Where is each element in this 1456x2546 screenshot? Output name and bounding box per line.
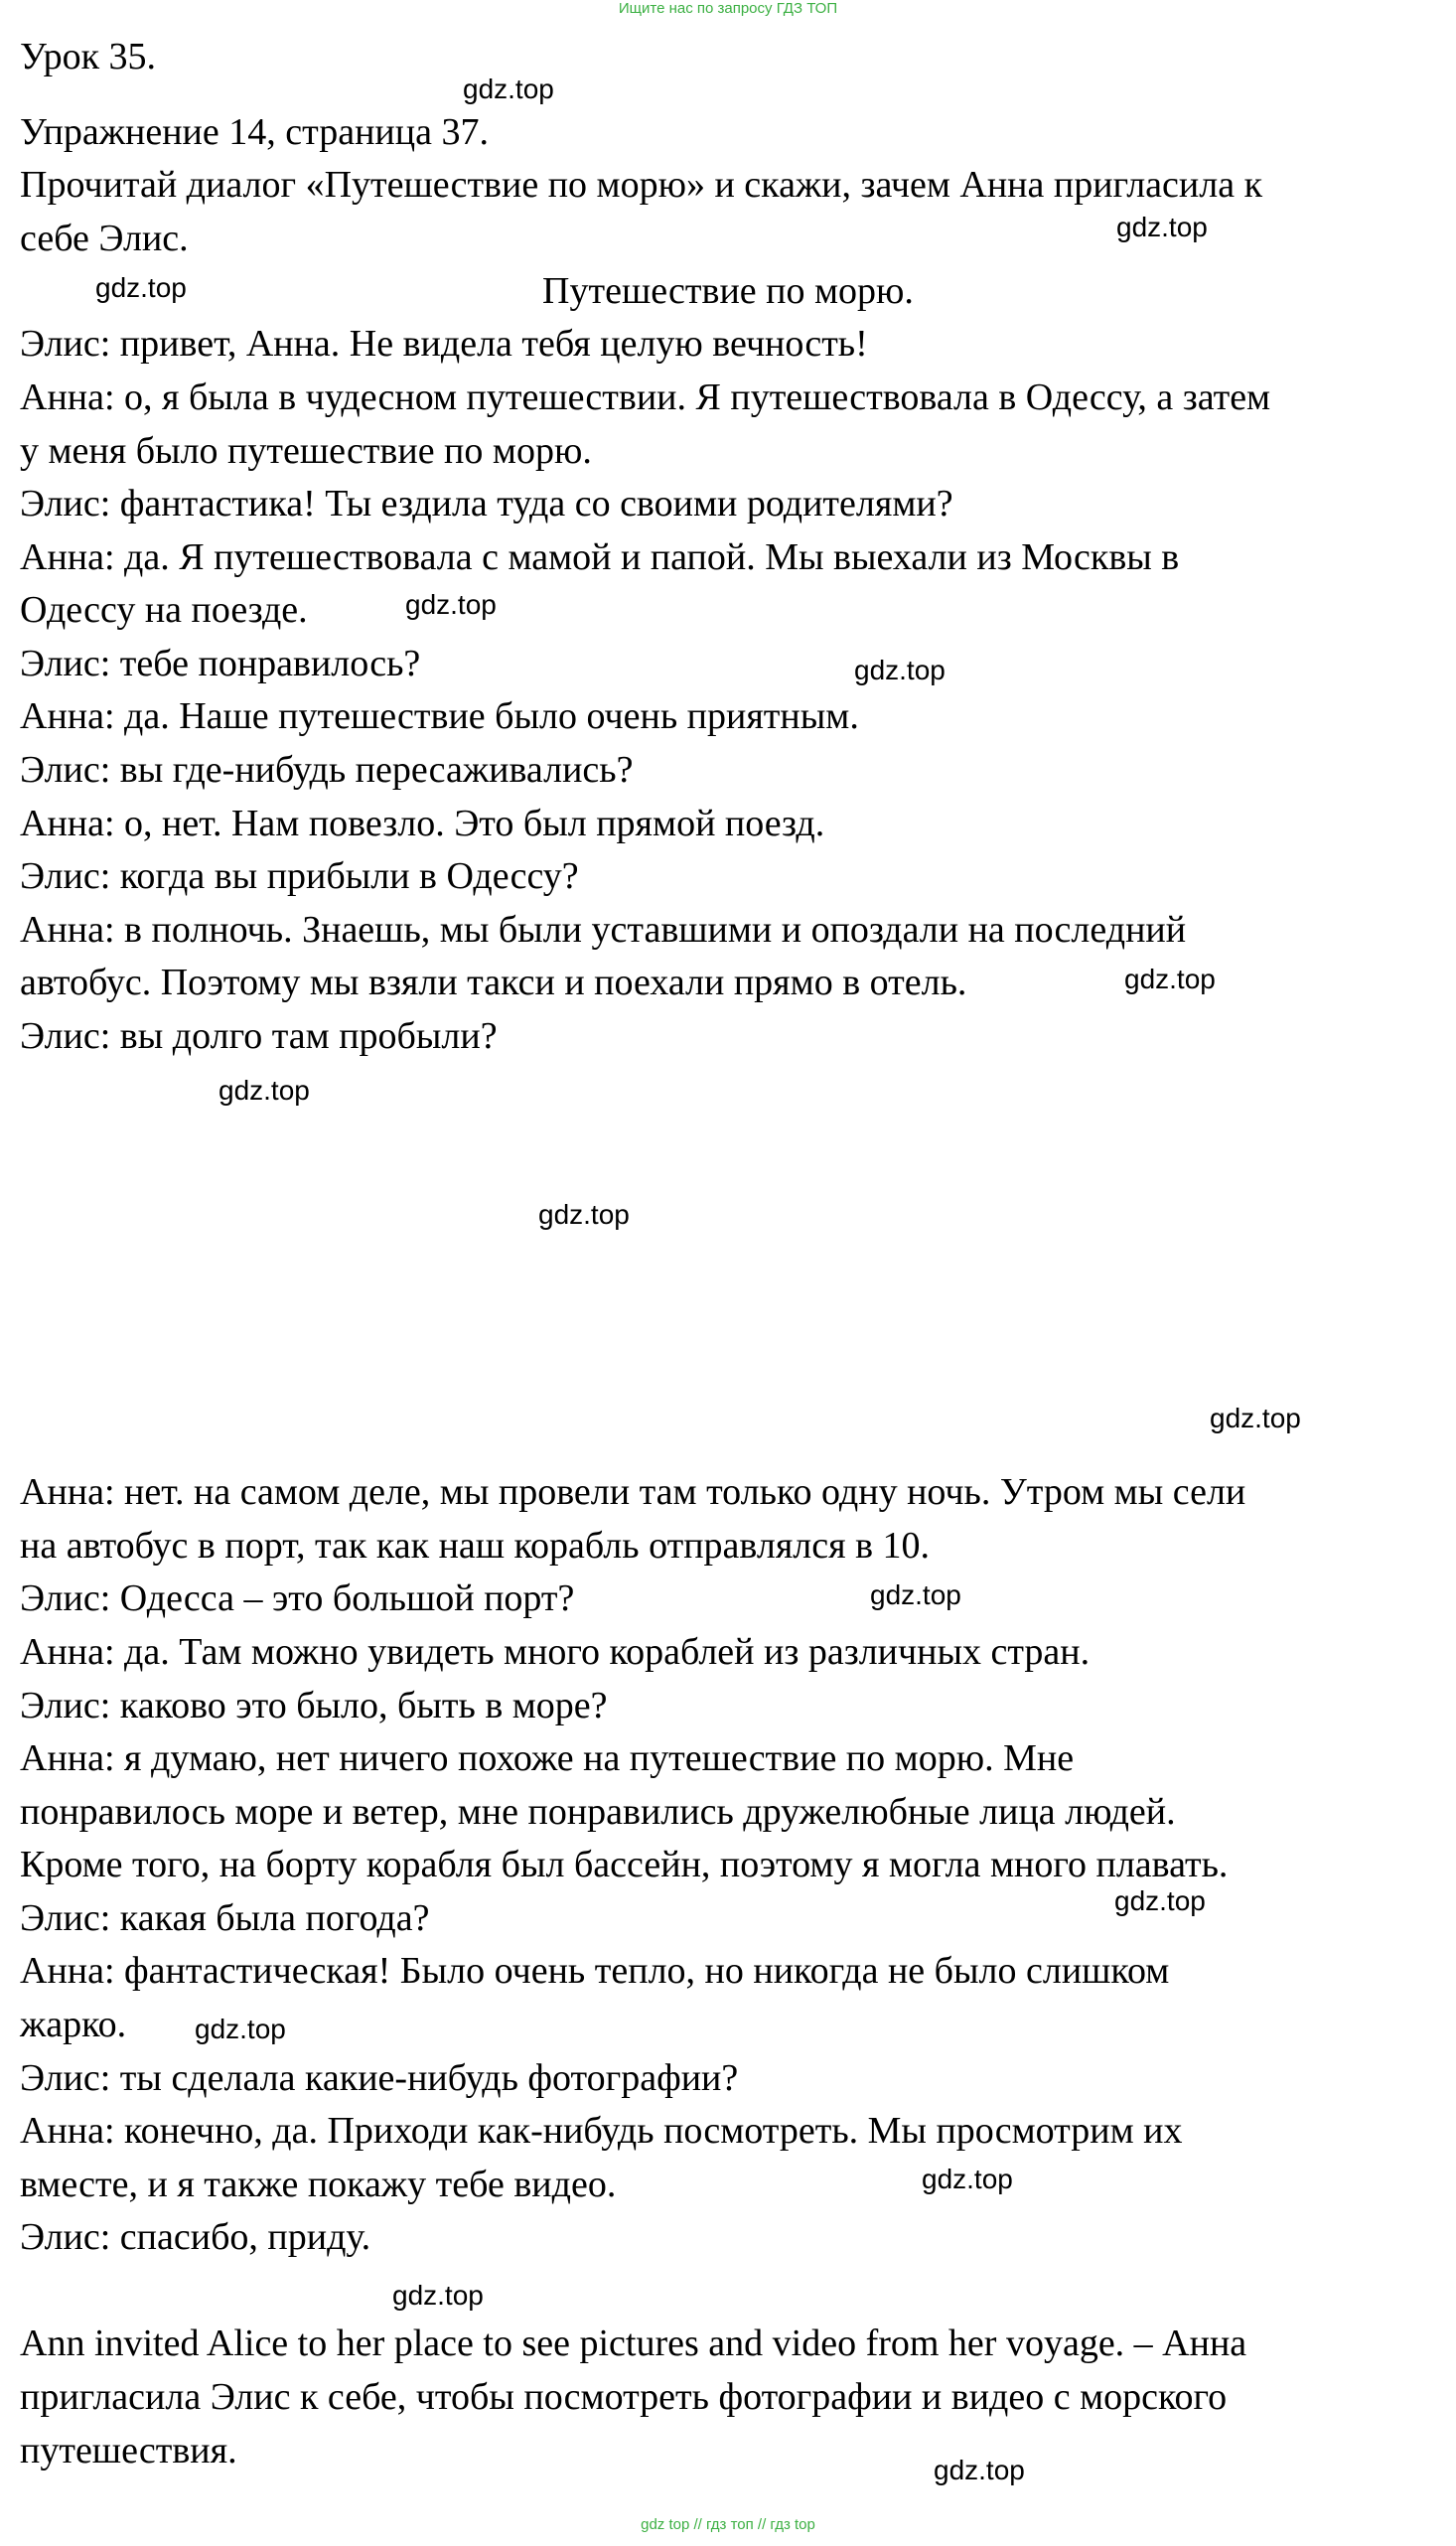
dialog-line: на автобус в порт, так как наш корабль отправлялся в 10.: [20, 1525, 931, 1567]
dialog-line: Элис: Одесса – это большой порт?: [20, 1577, 575, 1619]
dialog-line: Кроме того, на борту корабля был бассейн, поэтому я могла много плавать.: [20, 1844, 1229, 1885]
watermark: gdz.top: [218, 1075, 310, 1106]
watermark: gdz.top: [95, 272, 187, 303]
dialog-line: автобус. Поэтому мы взяли такси и поехали прямо в отель.: [20, 962, 967, 1003]
watermark: gdz.top: [538, 1199, 630, 1230]
dialog-line: Элис: вы где-нибудь пересаживались?: [20, 749, 634, 791]
dialog-line: Анна: да. Я путешествовала с мамой и папой. Мы выехали из Москвы в: [20, 536, 1180, 578]
watermark: gdz.top: [1124, 964, 1216, 994]
watermark: gdz.top: [922, 2164, 1013, 2194]
dialog-line: Анна: да. Там можно увидеть много кораблей из различных стран.: [20, 1631, 1091, 1673]
watermark: gdz.top: [405, 589, 497, 620]
watermark: gdz.top: [1114, 1885, 1206, 1916]
dialog-line: Элис: вы долго там пробыли?: [20, 1015, 498, 1057]
dialog-line: Элис: каково это было, быть в море?: [20, 1685, 608, 1726]
answer-line: путешествия.: [20, 2430, 237, 2471]
dialog-line: Элис: какая была погода?: [20, 1897, 430, 1939]
dialog-line: Анна: о, нет. Нам повезло. Это был прямой поезд.: [20, 803, 825, 844]
dialog-line: Элис: привет, Анна. Не видела тебя целую вечность!: [20, 323, 868, 365]
top-banner: Ищите нас по запросу ГДЗ ТОП: [618, 0, 838, 17]
dialog-line: Элис: фантастика! Ты ездила туда со своими родителями?: [20, 483, 953, 524]
dialog-line: Анна: да. Наше путешествие было очень приятным.: [20, 695, 859, 737]
dialog-line: жарко.: [20, 2004, 127, 2045]
watermark: gdz.top: [463, 74, 554, 104]
task-line: Прочитай диалог «Путешествие по морю» и скажи, зачем Анна пригласила к: [20, 164, 1263, 206]
dialog-line: Анна: конечно, да. Приходи как-нибудь посмотреть. Мы просмотрим их: [20, 2110, 1183, 2152]
watermark: gdz.top: [934, 2455, 1025, 2485]
watermark: gdz.top: [195, 2014, 286, 2044]
footer-watermark: gdz top // гдз топ // гдз top: [641, 2516, 815, 2533]
dialog-title: Путешествие по морю.: [542, 270, 914, 312]
watermark: gdz.top: [854, 655, 946, 685]
dialog-line: у меня было путешествие по морю.: [20, 430, 592, 472]
dialog-line: Анна: в полночь. Знаешь, мы были уставшими и опоздали на последний: [20, 909, 1187, 951]
dialog-line: Одессу на поезде.: [20, 589, 308, 631]
watermark: gdz.top: [870, 1579, 961, 1610]
dialog-line: Элис: спасибо, приду.: [20, 2216, 371, 2258]
answer-line: пригласила Элис к себе, чтобы посмотреть фотографии и видео с морского: [20, 2376, 1228, 2418]
dialog-line: вместе, и я также покажу тебе видео.: [20, 2164, 617, 2205]
dialog-line: Анна: о, я была в чудесном путешествии. Я путешествовала в Одессу, а затем: [20, 376, 1271, 418]
dialog-line: Анна: фантастическая! Было очень тепло, но никогда не было слишком: [20, 1950, 1170, 1992]
task-line: себе Элис.: [20, 218, 189, 259]
watermark: gdz.top: [392, 2280, 484, 2311]
watermark: gdz.top: [1116, 212, 1208, 242]
dialog-line: Элис: когда вы прибыли в Одессу?: [20, 855, 579, 897]
dialog-line: Элис: ты сделала какие-нибудь фотографии?: [20, 2057, 739, 2099]
lesson-heading: Урок 35.: [20, 36, 157, 77]
dialog-line: Элис: тебе понравилось?: [20, 643, 421, 684]
watermark: gdz.top: [1210, 1403, 1301, 1433]
dialog-line: понравилось море и ветер, мне понравились дружелюбные лица людей.: [20, 1791, 1176, 1833]
dialog-line: Анна: я думаю, нет ничего похоже на путешествие по морю. Мне: [20, 1737, 1075, 1779]
dialog-line: Анна: нет. на самом деле, мы провели там только одну ночь. Утром мы сели: [20, 1471, 1246, 1513]
answer-line: Ann invited Alice to her place to see pictures and video from her voyage. – Анна: [20, 2322, 1247, 2364]
exercise-heading: Упражнение 14, страница 37.: [20, 111, 489, 153]
